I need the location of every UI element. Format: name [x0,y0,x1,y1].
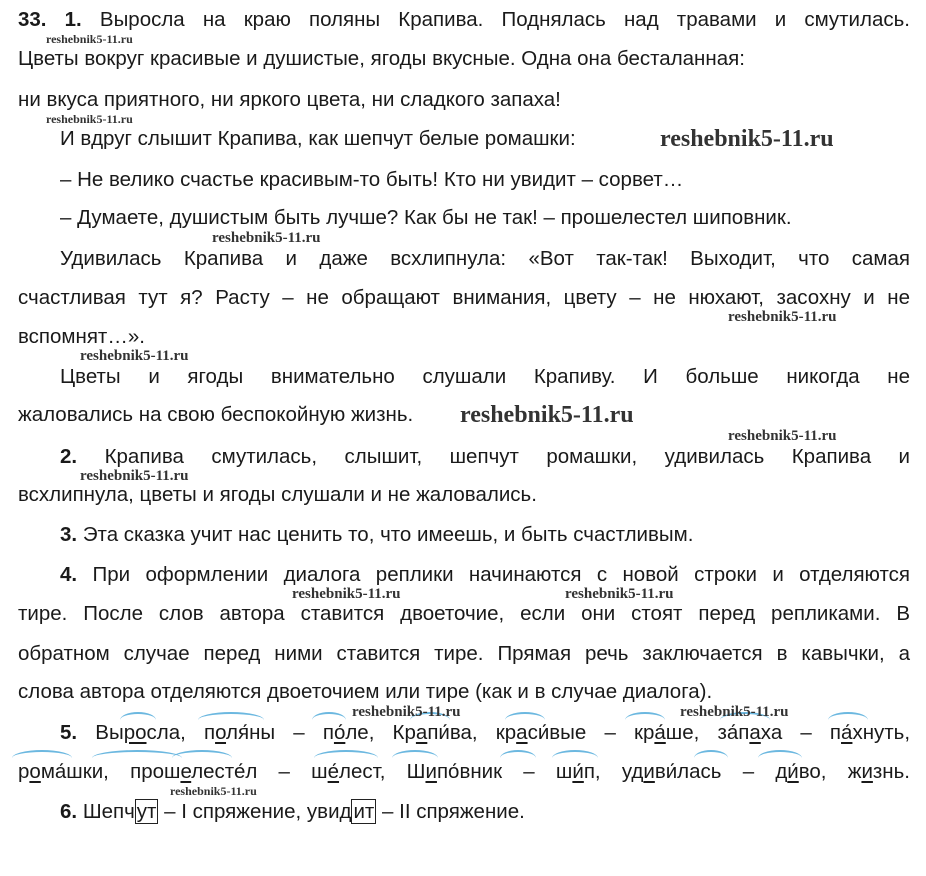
text-segment: ше, за́п [665,721,750,744]
paragraph-1-line: вспомнят…». [18,325,145,348]
item-number: 5. [60,721,78,744]
root-arc-icon [12,750,72,766]
root-arc-icon [312,712,346,728]
watermark: reshebnik5-11.ru [680,704,789,720]
text: – I спряжение, увид [158,800,352,823]
underlined-vowel: и́ [787,760,799,783]
text: При оформлении диалога реплики начинаются с новой строки и отделяются [92,563,910,586]
watermark: reshebnik5-11.ru [352,704,461,720]
text-segment: ха – п [760,721,842,744]
item-number: 3. [60,523,78,546]
root-arc-icon [828,712,868,728]
watermark: reshebnik5-11.ru [565,586,674,602]
underlined-vowel: а́ [841,721,853,744]
text-segment: знь. [872,760,911,783]
underlined-vowel: а [516,721,528,744]
text-segment: си́вые – кр [527,721,655,744]
paragraph-6 [60,800,525,824]
watermark: reshebnik5-11.ru [170,784,257,798]
watermark: reshebnik5-11.ru [292,586,401,602]
root-arc-icon [625,712,665,728]
text: Крапива смутилась, слышит, шепчут ромашки, удивилась Крапива и [104,445,910,468]
underlined-vowel: а [749,721,761,744]
paragraph-3 [60,523,693,547]
text-segment: ля́ны – п [226,721,334,744]
paragraph-1-line: ни вкуса приятного, ни яркого цвета, ни сладкого запаха! [18,88,561,111]
paragraph-1-line: Цветы вокруг красивые и душистые, ягоды вкусные. Одна она бесталанная: [18,47,745,70]
paragraph-2-line: всхлипнула, цветы и ягоды слушали и не жаловались. [18,483,537,506]
paragraph-1-line [18,8,910,32]
underlined-vowel: и́ [572,760,584,783]
ending-box: ут [136,800,157,823]
root-arc-icon [314,750,378,766]
underlined-vowel: а [415,721,428,744]
text-segment: р [18,760,30,783]
watermark: reshebnik5-11.ru [46,32,133,46]
paragraph-1-line: Удивилась Крапива и даже всхлипнула: «Вот так-так! Выходит, что самая [60,247,910,270]
paragraph-1-line: Цветы и ягоды внимательно слушали Крапиву. И больше никогда не [60,365,910,388]
text-segment: сла, п [146,721,216,744]
paragraph-2-line [60,445,910,469]
text-segment: лесте́л – ш [191,760,328,783]
root-arc-icon [552,750,598,766]
root-arc-icon [694,750,728,766]
paragraph-4-line: обратном случае перед ними ставится тире. Прямая речь заключается в кавычки, а [18,642,910,665]
watermark: reshebnik5-11.ru [460,402,634,428]
item-number: 2. [60,445,78,468]
item-number: 6. [60,800,78,823]
watermark: reshebnik5-11.ru [660,126,834,152]
watermark: reshebnik5-11.ru [212,230,321,246]
root-arc-icon [198,712,264,728]
root-arc-icon [92,750,182,766]
text-segment: Вы [95,721,124,744]
underlined-vowel: и [643,760,655,783]
text: Шепч [82,800,135,823]
underlined-vowel: и [425,760,437,783]
underlined-vowel: е [180,760,192,783]
root-arc-icon [505,712,545,728]
text-segment: ле, Кр [345,721,416,744]
underlined-vowel: о [29,760,41,783]
root-arc-icon [120,712,156,728]
underlined-vowel: а́ [654,721,666,744]
underlined-vowel: о [215,721,227,744]
watermark: reshebnik5-11.ru [46,112,133,126]
paragraph-1-line: жаловались на свою беспокойную жизнь. [18,403,414,426]
paragraph-4-line: слова автора отделяются двоеточием или тире (как и в случае диалога). [18,680,713,703]
text-segment: хнуть, [852,721,911,744]
root-arc-icon [172,750,232,766]
watermark: reshebnik5-11.ru [80,348,189,364]
paragraph-1-line: счастливая тут я? Расту – не обращают внимания, цвету – не нюхают, засохну и не [18,286,910,309]
text: Выросла на краю поляны Крапива. Поднялась над травами и смутилась. [99,8,910,31]
paragraph-4-line [60,563,910,587]
root-arc-icon [500,750,536,766]
text-segment: во, ж [798,760,862,783]
text-segment: п, уд [583,760,644,783]
paragraph-1-line: – Думаете, душистым быть лучше? Как бы не так! – прошелестел шиповник. [60,206,792,229]
watermark: reshebnik5-11.ru [728,428,837,444]
item-number: 4. [60,563,78,586]
root-arc-icon [392,750,438,766]
underlined-vowel: ро [123,721,147,744]
underlined-vowel: и [861,760,873,783]
underlined-vowel: е́ [327,760,340,783]
text-segment: по́вник – ш [436,760,573,783]
paragraph-1-line: И вдруг слышит Крапива, как шепчут белые ромашки: [60,127,576,150]
paragraph-4-line: тире. После слов автора ставится двоеточие, если они стоят перед репликами. В [18,602,910,625]
text: – II спряжение. [376,800,525,823]
paragraph-1-line: – Не велико счастье красивым-то быть! Кто ни увидит – сорвет… [60,168,684,191]
text-segment: ма́шки, прош [40,760,181,783]
watermark: reshebnik5-11.ru [80,468,189,484]
watermark: reshebnik5-11.ru [728,309,837,325]
root-arc-icon [758,750,802,766]
paragraph-5-line [60,721,910,745]
underlined-vowel: о́ [333,721,346,744]
text-segment: пи́ва, кр [427,721,517,744]
text-segment: ви́лась – д [654,760,788,783]
text: Эта сказка учит нас ценить то, что имеешь, и быть счастливым. [82,523,694,546]
ending-box: ит [353,800,375,823]
task-number: 33. [18,8,47,31]
text-segment: лест, Ш [339,760,426,783]
item-number: 1. [64,8,82,31]
